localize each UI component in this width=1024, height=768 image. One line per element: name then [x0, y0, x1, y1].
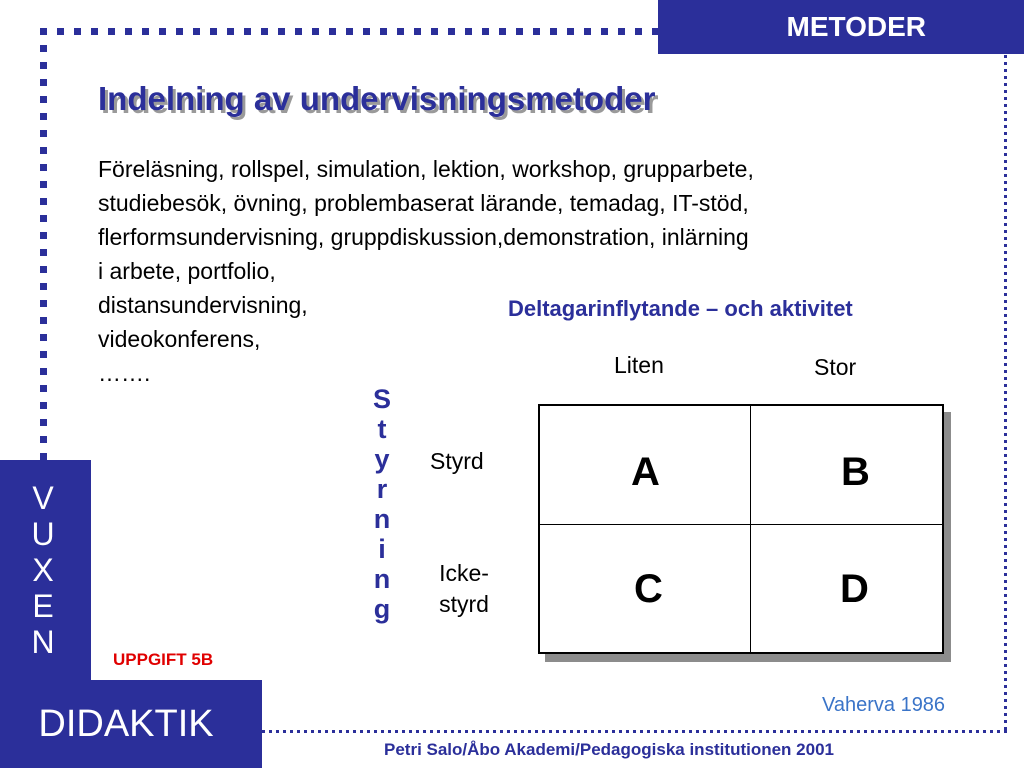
frame-dashed-top: [40, 28, 662, 35]
footer-credit: Petri Salo/Åbo Akademi/Pedagogiska institutionen 2001: [384, 740, 834, 759]
vertical-letter: n: [373, 504, 391, 534]
methods-line: i arbete, portfolio,: [98, 258, 276, 284]
methods-line: …….: [98, 360, 151, 386]
matrix-cell-a: A: [631, 450, 660, 494]
vertical-letter: r: [376, 474, 388, 504]
matrix-grid: [538, 404, 944, 654]
vuxen-letters: [0, 480, 86, 660]
row-label-line: styrd: [439, 591, 489, 617]
vertical-letter: n: [373, 564, 391, 594]
matrix-cell-b: B: [841, 450, 870, 494]
row-label-icke-styrd: [432, 558, 496, 620]
vertical-letter: y: [374, 444, 390, 474]
sidebar-letter: V: [32, 480, 54, 516]
frame-dotted-right: [1004, 55, 1007, 733]
methods-line: flerformsundervisning, gruppdiskussion,demonstration, inlärning: [98, 224, 749, 250]
frame-dashed-left: [40, 28, 47, 460]
matrix-cell-d: D: [840, 567, 869, 611]
assignment-label: UPPGIFT 5B: [113, 650, 214, 669]
methods-line: videokonferens,: [98, 326, 261, 352]
styrning-vertical-label: [362, 384, 402, 624]
matrix-cell-c: C: [634, 567, 663, 611]
section-tag: METODER: [658, 0, 1024, 54]
sidebar-letter: X: [32, 552, 54, 588]
vertical-letter: i: [378, 534, 386, 564]
vertical-letter: g: [373, 594, 391, 624]
sidebar-letter: E: [32, 588, 54, 624]
vertical-letter: t: [377, 414, 387, 444]
matrix-divider-vertical: [750, 406, 751, 652]
citation: Vaherva 1986: [822, 694, 946, 716]
frame-dotted-bottom: [262, 730, 1007, 733]
matrix-heading: Deltagarinflytande – och aktivitet: [508, 296, 853, 321]
sidebar-letter: N: [31, 624, 55, 660]
row-label-styrd: Styrd: [430, 448, 484, 474]
slide-title: Indelning av undervisningsmetoder: [98, 80, 656, 117]
methods-line: Föreläsning, rollspel, simulation, lektion, workshop, grupparbete,: [98, 156, 754, 182]
vertical-letter: S: [372, 384, 391, 414]
methods-list: [98, 152, 918, 390]
didaktik-label: DIDAKTIK: [0, 680, 262, 768]
column-label-liten: Liten: [614, 352, 664, 378]
methods-line: distansundervisning,: [98, 292, 308, 318]
matrix-divider-horizontal: [540, 524, 942, 525]
column-label-stor: Stor: [814, 354, 857, 380]
methods-line: studiebesök, övning, problembaserat lärande, temadag, IT-stöd,: [98, 190, 749, 216]
row-label-line: Icke-: [439, 560, 489, 586]
sidebar-letter: U: [31, 516, 55, 552]
